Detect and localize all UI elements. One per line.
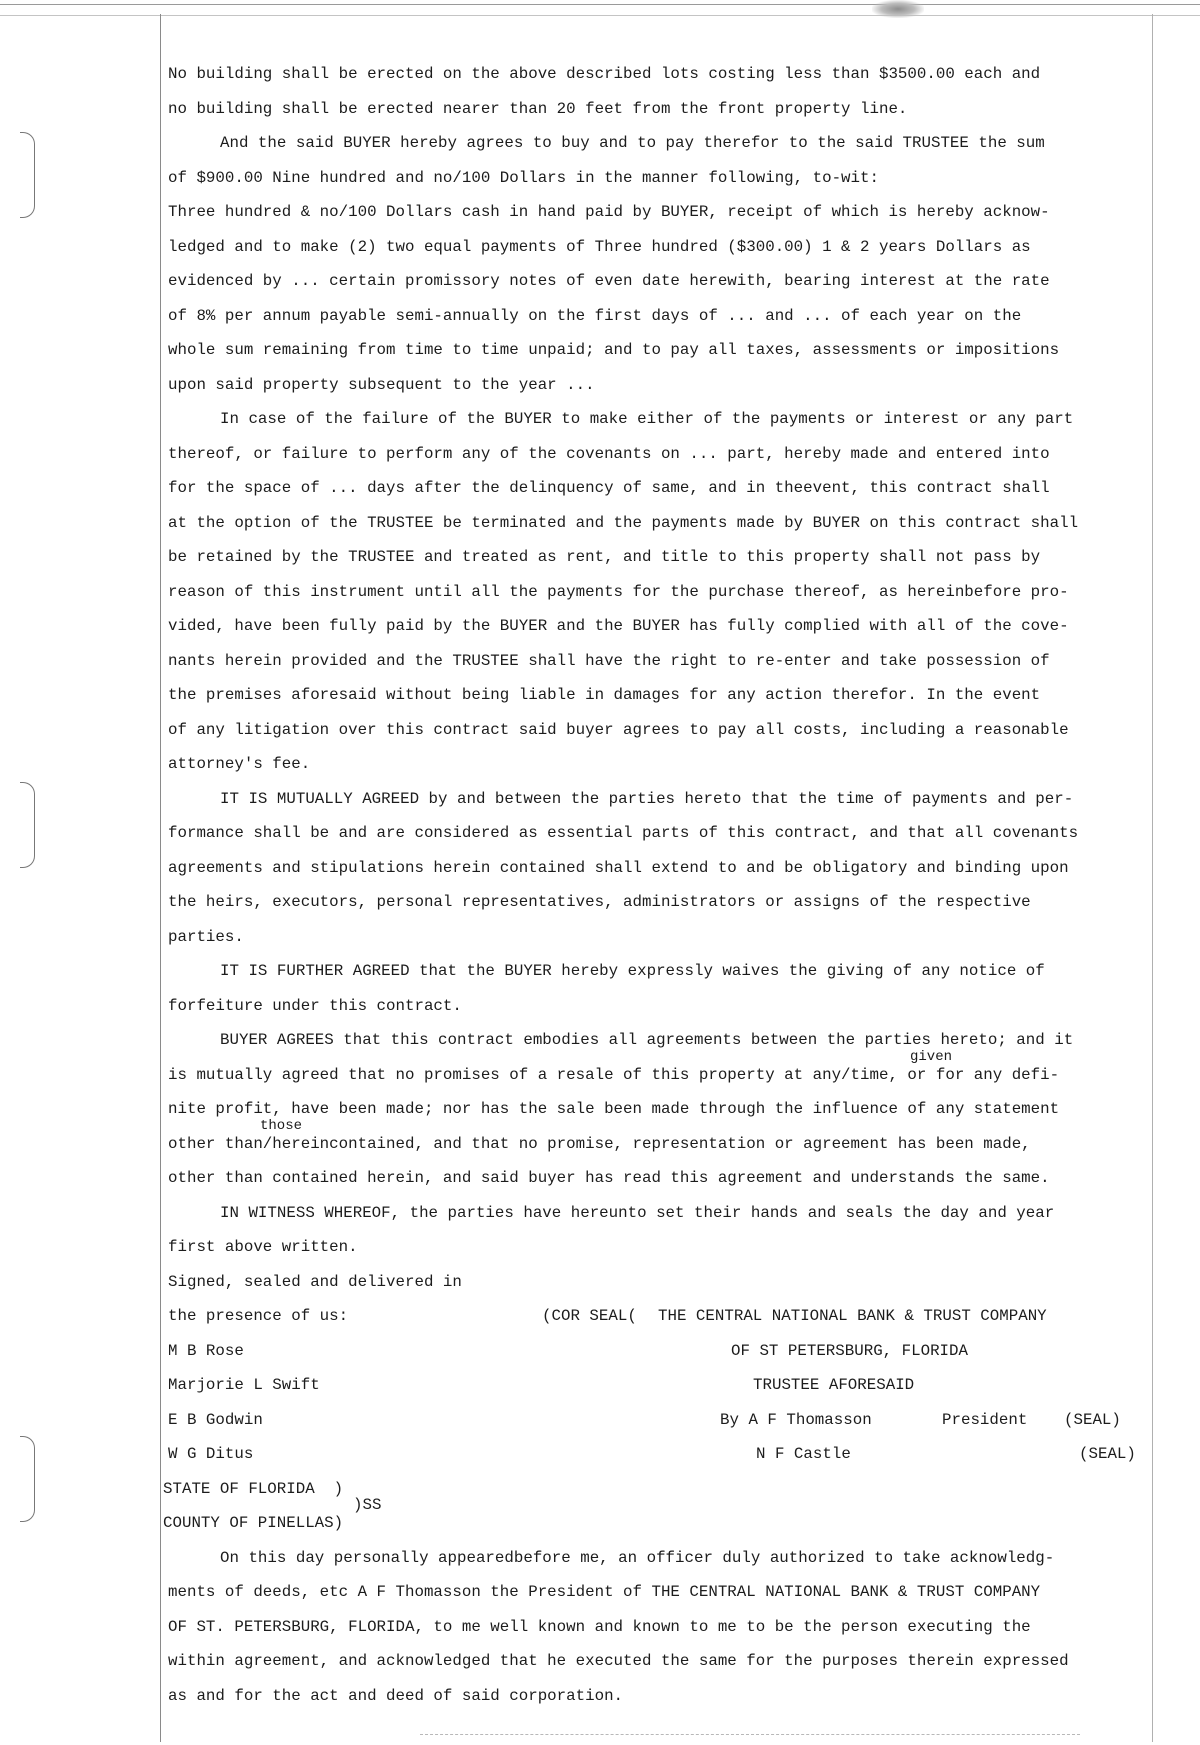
witness-heading: Signed, sealed and delivered in — [168, 1272, 462, 1291]
text-line: upon said property subsequent to the year ... — [168, 375, 595, 394]
text-line: Three hundred & no/100 Dollars cash in hand paid by BUYER, receipt of which is hereby acknow- — [168, 203, 1050, 221]
witness-name: Marjorie L Swift — [168, 1376, 320, 1394]
text-line: IT IS FURTHER AGREED that the BUYER hereby expressly waives the giving of any notice of — [220, 962, 1045, 980]
text-line: thereof, or failure to perform any of the covenants on ... part, hereby made and entered into — [168, 444, 1050, 463]
seal-label: (SEAL) — [1079, 1445, 1136, 1463]
text-line: ments of deeds, etc A F Thomasson the President of THE CENTRAL NATIONAL BANK & TRUST COMPANY — [168, 1583, 1041, 1601]
text-line: IN WITNESS WHEREOF, the parties have hereunto set their hands and seals the day and year — [220, 1203, 1055, 1222]
interlinear-insertion: those — [260, 1118, 303, 1134]
interlinear-insertion: given — [910, 1049, 953, 1065]
witness-name: W G Ditus — [168, 1445, 254, 1463]
text-line: OF ST. PETERSBURG, FLORIDA, to me well known and known to me to be the person executing the — [168, 1617, 1031, 1636]
text-line: formance shall be and are considered as essential parts of this contract, and that all covenants — [168, 824, 1079, 842]
venue-state: STATE OF FLORIDA ) — [163, 1479, 344, 1498]
text-line: the heirs, executors, personal representatives, administrators or assigns of the respective — [168, 893, 1031, 911]
text-line: On this day personally appearedbefore me, an officer duly authorized to take acknowledg- — [220, 1548, 1055, 1567]
text-line: reason of this instrument until all the payments for the purchase thereof, as hereinbefore pro- — [168, 582, 1069, 601]
text-line: In case of the failure of the BUYER to make either of the payments or interest or any part — [220, 410, 1074, 428]
text-line: forfeiture under this contract. — [168, 996, 462, 1015]
text-line: of 8% per annum payable semi-annually on the first days of ... and ... of each year on the — [168, 306, 1022, 325]
text-line: be retained by the TRUSTEE and treated as rent, and title to this property shall not pass by — [168, 548, 1041, 566]
text-line: other than/hereincontained, and that no promise, representation or agreement has been made, — [168, 1134, 1031, 1153]
text-line: BUYER AGREES that this contract embodies all agreements between the parties hereto; and it — [220, 1031, 1074, 1049]
text-line: of $900.00 Nine hundred and no/100 Dollars in the manner following, to-wit: — [168, 168, 879, 187]
left-margin-line — [160, 14, 161, 1742]
binder-punch-hole — [20, 1436, 35, 1522]
text-line: agreements and stipulations herein contained shall extend to and be obligatory and binding upon — [168, 858, 1069, 877]
top-edge-rule — [0, 4, 1200, 16]
text-line: within agreement, and acknowledged that he executed the same for the purposes therein expressed — [168, 1652, 1069, 1670]
text-line: vided, have been fully paid by the BUYER and the BUYER has fully complied with all of the cove- — [168, 617, 1069, 635]
text-line: as and for the act and deed of said corporation. — [168, 1686, 624, 1705]
signer-line: By A F Thomasson — [720, 1410, 872, 1429]
text-line: no building shall be erected nearer than 20 feet from the front property line. — [168, 99, 908, 118]
trustee-name: OF ST PETERSBURG, FLORIDA — [731, 1341, 968, 1360]
trustee-name: TRUSTEE AFORESAID — [753, 1376, 915, 1394]
seal-label: (SEAL) — [1064, 1410, 1121, 1429]
text-line: And the said BUYER hereby agrees to buy and to pay therefor to the said TRUSTEE the sum — [220, 134, 1045, 152]
text-line: is mutually agreed that no promises of a resale of this property at any/time, or for any defi- — [168, 1065, 1060, 1084]
venue-ss: )SS — [353, 1496, 382, 1514]
text-line: attorney's fee. — [168, 755, 311, 773]
text-line: at the option of the TRUSTEE be terminated and the payments made by BUYER on this contract shall — [168, 513, 1079, 532]
bottom-edge-rule — [420, 1734, 1080, 1735]
text-line: first above written. — [168, 1238, 358, 1256]
text-line: No building shall be erected on the above described lots costing less than $3500.00 each and — [168, 65, 1041, 83]
witness-name: M B Rose — [168, 1341, 244, 1360]
text-line: nants herein provided and the TRUSTEE shall have the right to re-enter and take possession of — [168, 651, 1050, 670]
ink-blot — [872, 0, 924, 18]
text-line: nite profit, have been made; nor has the sale been made through the influence of any statement — [168, 1100, 1060, 1118]
text-line: for the space of ... days after the delinquency of same, and in theevent, this contract shall — [168, 479, 1050, 497]
witness-heading: the presence of us: — [168, 1307, 349, 1325]
binder-punch-hole — [20, 782, 35, 868]
witness-name: E B Godwin — [168, 1410, 263, 1429]
text-line: the premises aforesaid without being liable in damages for any action therefor. In the event — [168, 686, 1041, 704]
signer-title: President — [942, 1410, 1028, 1429]
corporate-seal-label: (COR SEAL( — [542, 1307, 637, 1325]
binder-punch-hole — [20, 132, 35, 218]
text-line: other than contained herein, and said buyer has read this agreement and understands the same. — [168, 1169, 1050, 1187]
text-line: whole sum remaining from time to time unpaid; and to pay all taxes, assessments or impositions — [168, 341, 1060, 359]
signer-line: N F Castle — [756, 1445, 851, 1463]
text-line: IT IS MUTUALLY AGREED by and between the parties hereto that the time of payments and per- — [220, 789, 1074, 808]
venue-county: COUNTY OF PINELLAS) — [163, 1514, 344, 1532]
text-line: ledged and to make (2) two equal payments of Three hundred ($300.00) 1 & 2 years Dollars as — [168, 237, 1031, 256]
trustee-name: THE CENTRAL NATIONAL BANK & TRUST COMPANY — [658, 1307, 1047, 1325]
text-line: parties. — [168, 927, 244, 946]
text-line: of any litigation over this contract said buyer agrees to pay all costs, including a reasonable — [168, 720, 1069, 739]
text-line: evidenced by ... certain promissory notes of even date herewith, bearing interest at the rate — [168, 272, 1050, 290]
